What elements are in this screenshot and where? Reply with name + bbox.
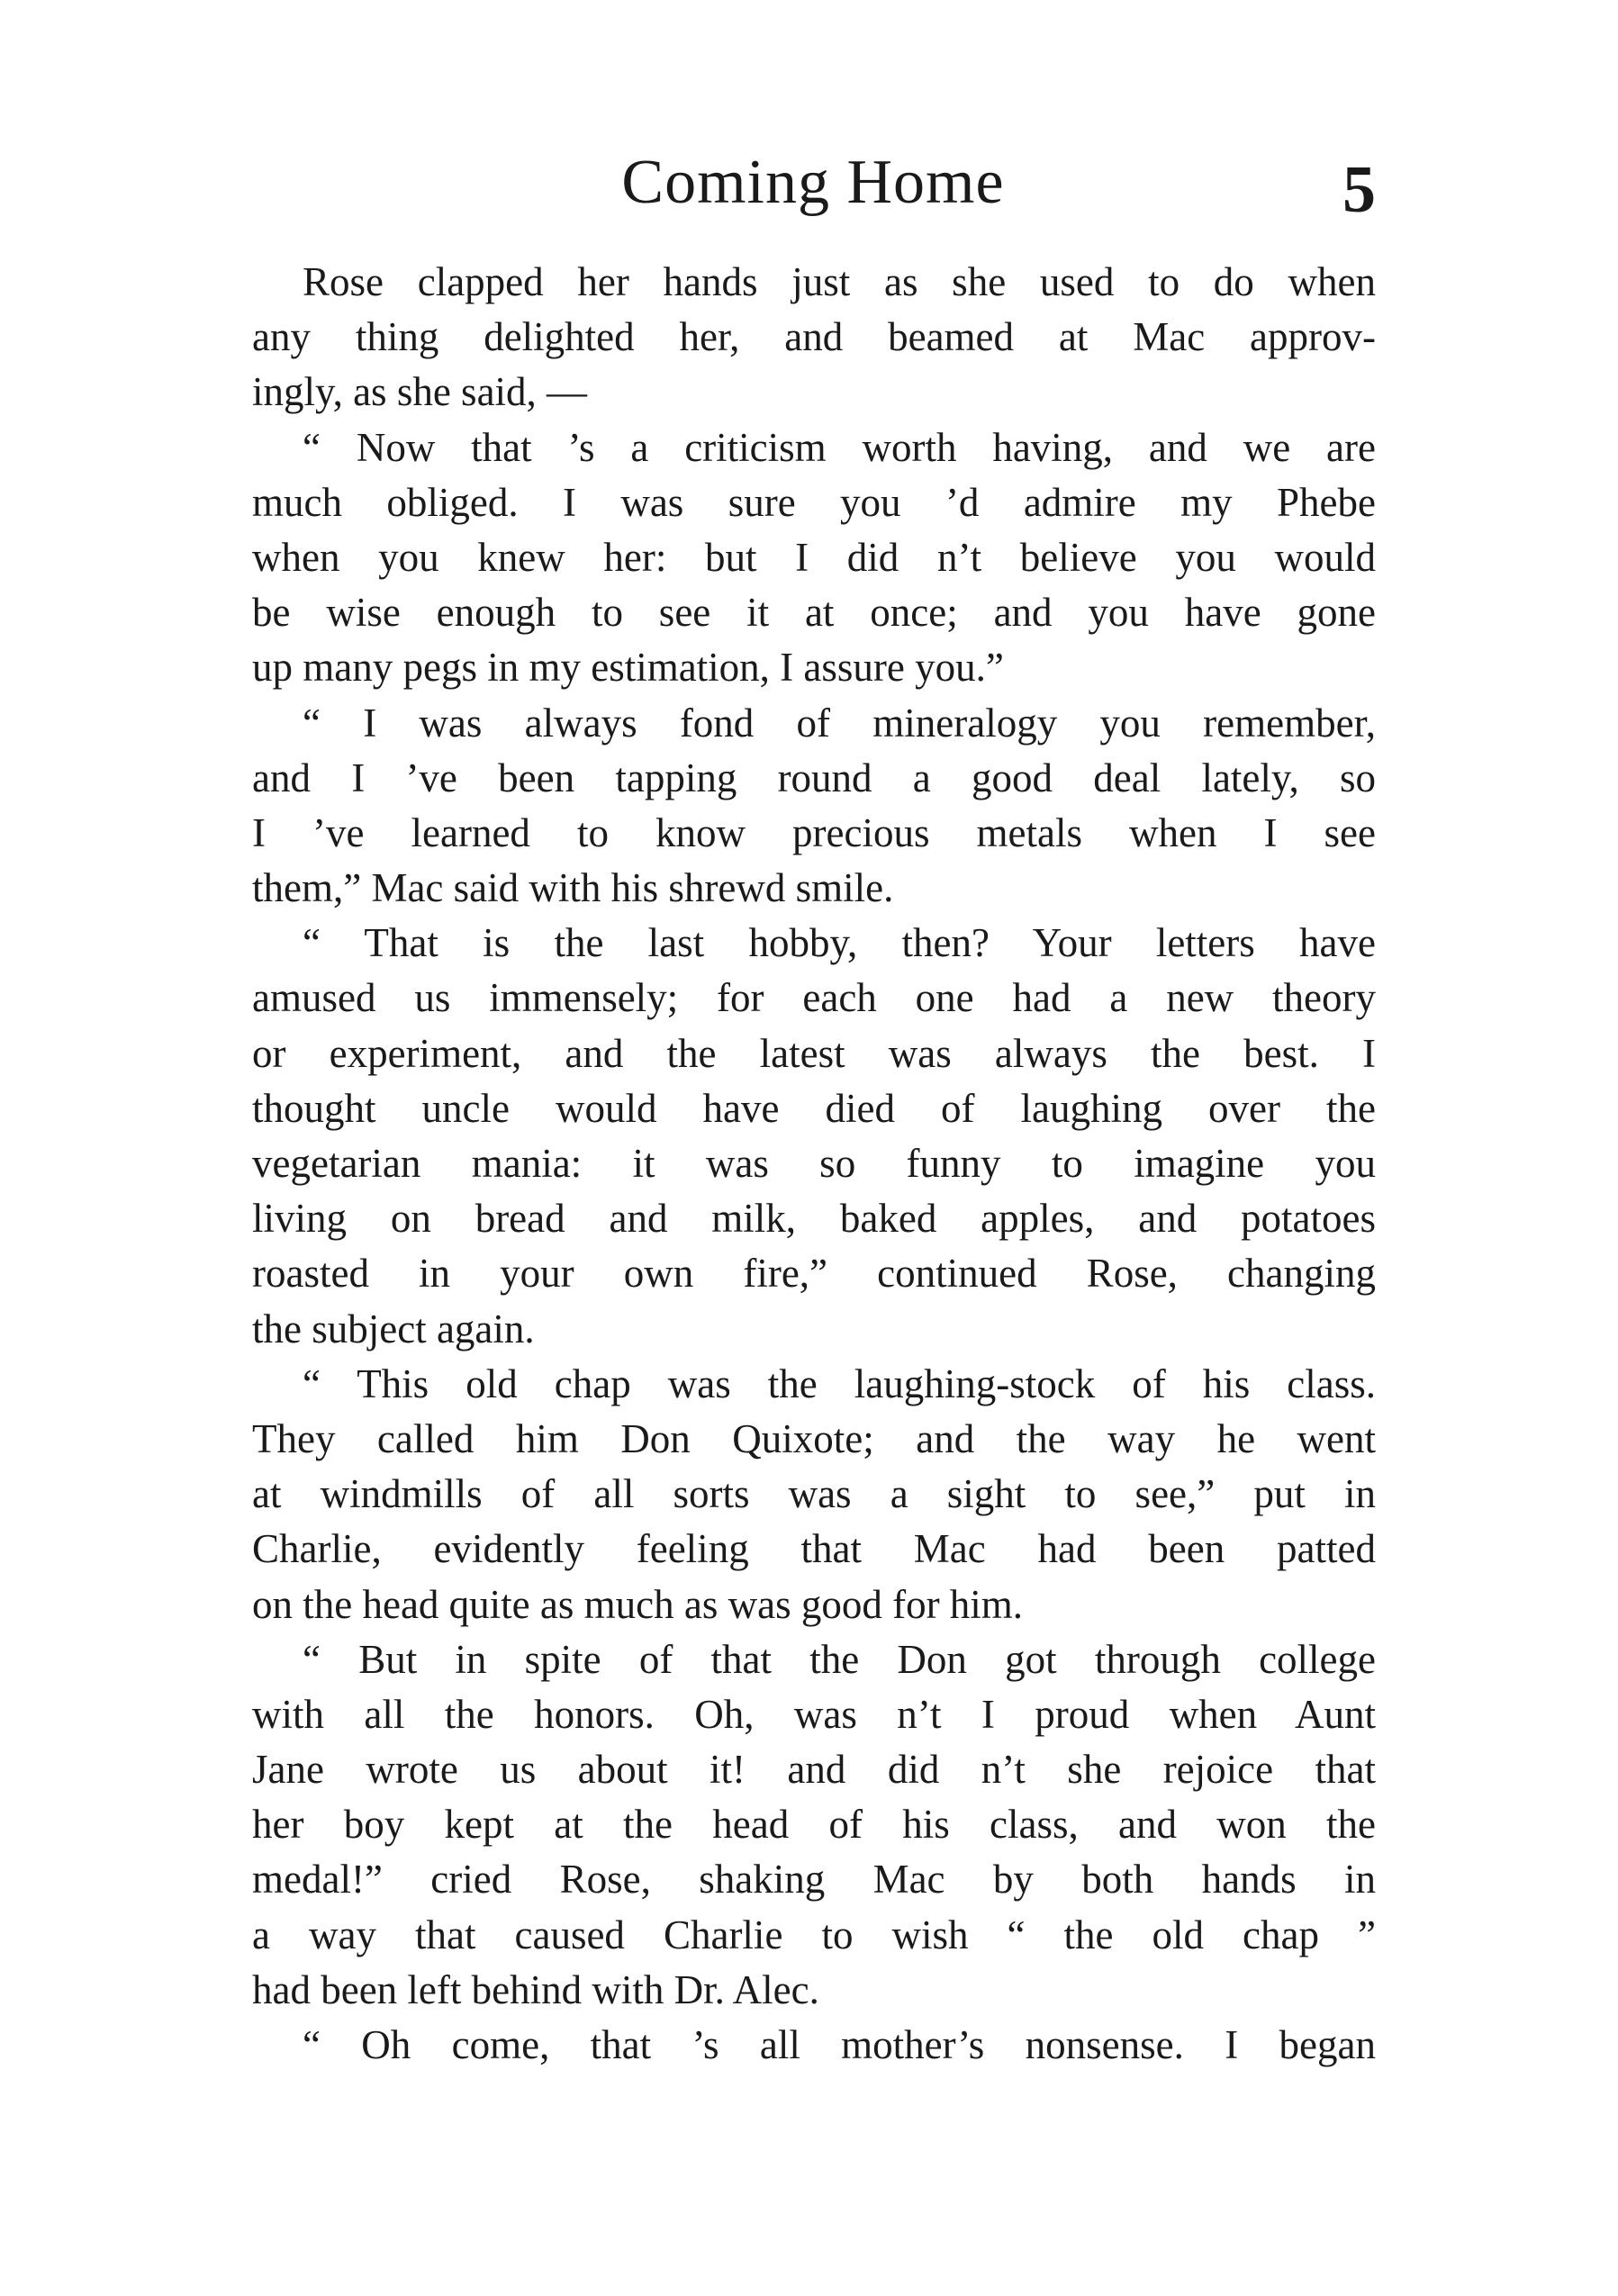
text-line: when you knew her: but I did n’t believe you would <box>252 534 1376 580</box>
text-line: much obliged. I was sure you ’d admire my Phebe <box>252 479 1376 525</box>
page-number: 5 <box>1342 153 1376 227</box>
text-line: on the head quite as much as was good for him. <box>252 1581 1024 1627</box>
text-line: medal!” cried Rose, shaking Mac by both hands in <box>252 1857 1376 1903</box>
text-line: Charlie, evidently feeling that Mac had been patted <box>252 1526 1376 1572</box>
text-line: her boy kept at the head of his class, and won the <box>252 1802 1376 1848</box>
text-line: at windmills of all sorts was a sight to see,” put in <box>252 1471 1376 1517</box>
text-line: be wise enough to see it at once; and you have gone <box>252 590 1376 636</box>
text-line: They called him Don Quixote; and the way he went <box>252 1415 1376 1461</box>
text-line: any thing delighted her, and beamed at Mac approv- <box>252 314 1376 360</box>
text-line: roasted in your own fire,” continued Rose, changing <box>252 1251 1376 1297</box>
text-line: or experiment, and the latest was always the best. I <box>252 1030 1376 1076</box>
text-line: “ Oh come, that ’s all mother’s nonsense. I began <box>303 2022 1376 2067</box>
chapter-title: Coming Home <box>621 148 1005 217</box>
text-line: thought uncle would have died of laughing over the <box>252 1085 1376 1131</box>
text-line: and I ’ve been tapping round a good deal lately, so <box>252 755 1376 800</box>
text-line: “ I was always fond of mineralogy you remember, <box>303 700 1376 746</box>
text-line: amused us immensely; for each one had a new theory <box>252 975 1376 1021</box>
text-line: them,” Mac said with his shrewd smile. <box>252 865 894 911</box>
text-line: with all the honors. Oh, was n’t I proud when Aunt <box>252 1691 1376 1737</box>
text-line: “ This old chap was the laughing-stock of his class. <box>303 1360 1376 1406</box>
text-line: vegetarian mania: it was so funny to imagine you <box>252 1141 1376 1186</box>
text-line: Rose clapped her hands just as she used to do when <box>303 259 1376 304</box>
text-line: ingly, as she said, — <box>252 369 588 415</box>
text-line: had been left behind with Dr. Alec. <box>252 1966 819 2012</box>
running-head <box>250 133 1376 232</box>
text-line: living on bread and milk, baked apples, and potatoes <box>252 1196 1376 1242</box>
text-line: Jane wrote us about it! and did n’t she rejoice that <box>252 1747 1376 1793</box>
text-line: I ’ve learned to know precious metals when I see <box>252 809 1376 855</box>
text-line: “ But in spite of that the Don got through college <box>303 1636 1376 1682</box>
text-line: a way that caused Charlie to wish “ the old chap ” <box>252 1912 1376 1957</box>
text-line: the subject again. <box>252 1306 535 1351</box>
body-text <box>252 255 1376 2073</box>
text-line: up many pegs in my estimation, I assure you.” <box>252 645 1004 691</box>
text-line: “ That is the last hobby, then? Your letters have <box>303 920 1376 966</box>
text-line: “ Now that ’s a criticism worth having, and we are <box>303 424 1376 470</box>
